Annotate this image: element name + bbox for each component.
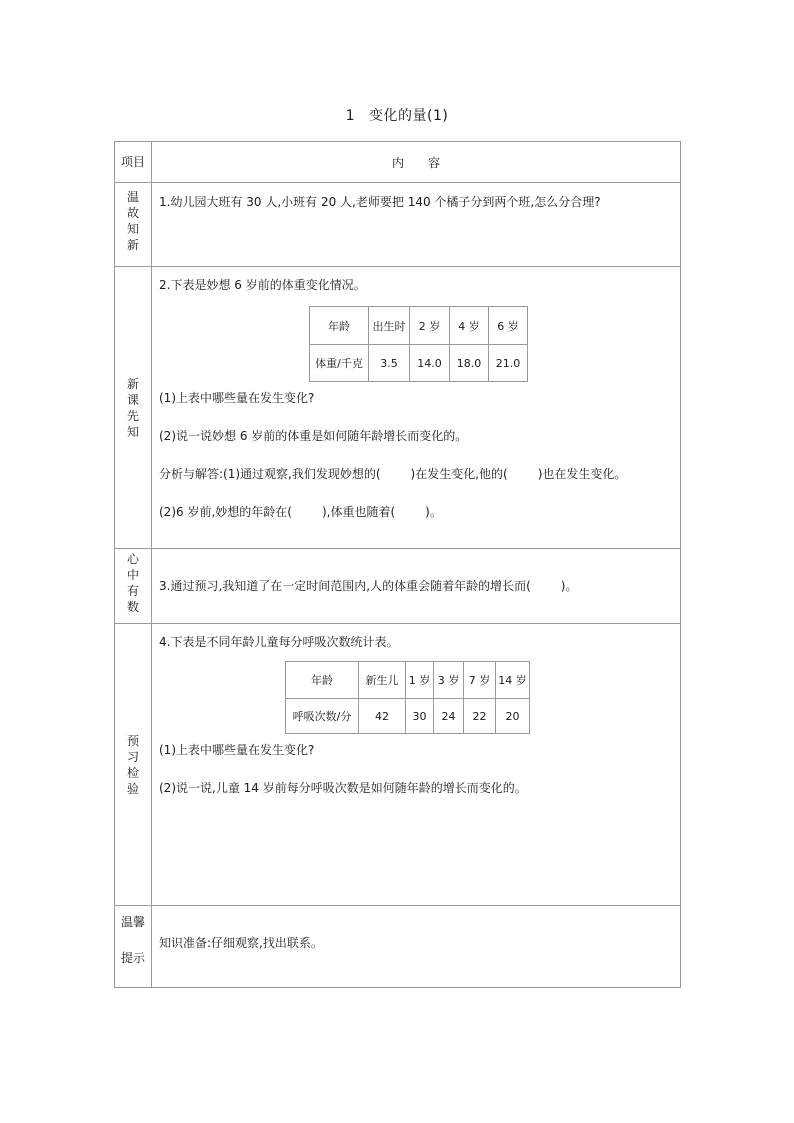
question-1: 1.幼儿园大班有 30 人,小班有 20 人,老师要把 140 个橘子分到两个班,怎么分合理? — [159, 195, 601, 209]
text-fragment: 分析与解答:(1)通过观察,我们发现妙想的( — [159, 467, 381, 481]
label-char: 中 — [126, 568, 139, 582]
cell: 4 岁 — [450, 307, 489, 345]
text-fragment: ),体重也随着( — [321, 505, 396, 519]
text-fragment: 3.通过预习,我知道了在一定时间范围内,人的体重会随着年龄的增长而( — [159, 579, 531, 593]
cell: 6 岁 — [489, 307, 528, 345]
cell: 18.0 — [450, 345, 489, 382]
cell: 新生儿 — [359, 662, 406, 699]
label-word: 温馨 — [120, 915, 145, 929]
tip-label — [115, 906, 152, 988]
tip-content — [152, 906, 681, 988]
label-char: 课 — [126, 392, 139, 407]
label-char: 预 — [126, 733, 139, 748]
preview-content — [152, 624, 681, 906]
title-text: 变化的量(1) — [369, 108, 449, 124]
label-char: 心 — [126, 552, 139, 566]
label-char: 检 — [126, 765, 139, 780]
label-char: 故 — [126, 206, 139, 220]
text-fragment: )。 — [425, 505, 442, 519]
cell: 出生时 — [369, 307, 410, 345]
cell: 3 岁 — [434, 662, 464, 699]
mind-row — [115, 549, 681, 624]
label-char: 新 — [126, 238, 139, 252]
header-item: 项目 — [115, 142, 152, 183]
cell: 22 — [464, 699, 496, 734]
page-title — [0, 105, 794, 125]
title-number: 1 — [345, 108, 356, 124]
cell: 1 岁 — [406, 662, 434, 699]
cell: 3.5 — [369, 345, 410, 382]
tip-row — [115, 906, 681, 988]
cell: 呼吸次数/分 — [286, 699, 359, 734]
text-fragment: )也在发生变化。 — [537, 467, 627, 481]
label-char: 验 — [126, 781, 139, 796]
text-fragment: (2)6 岁前,妙想的年龄在( — [159, 505, 292, 519]
question-3 — [159, 577, 674, 595]
question-4-2: (2)说一说,儿童 14 岁前每分呼吸次数是如何随年龄的增长而变化的。 — [159, 781, 527, 795]
breathing-header-row — [286, 662, 530, 699]
mind-content — [152, 549, 681, 624]
label-word: 提示 — [120, 951, 145, 965]
question-4-1: (1)上表中哪些量在发生变化? — [159, 743, 315, 757]
question-2-1: (1)上表中哪些量在发生变化? — [159, 391, 315, 405]
cell: 年龄 — [310, 307, 369, 345]
analysis-2 — [159, 503, 674, 521]
label-char: 知 — [126, 222, 139, 236]
label-char: 新 — [126, 376, 139, 391]
cell: 21.0 — [489, 345, 528, 382]
tip-text: 知识准备:仔细观察,找出联系。 — [159, 936, 323, 950]
cell: 30 — [406, 699, 434, 734]
cell: 2 岁 — [410, 307, 450, 345]
header-content: 内 容 — [152, 142, 681, 183]
breathing-data-row — [286, 699, 530, 734]
text-fragment: )。 — [560, 579, 578, 593]
label-char: 知 — [126, 424, 139, 439]
breathing-table — [285, 661, 530, 734]
cell: 体重/千克 — [310, 345, 369, 382]
cell: 42 — [359, 699, 406, 734]
preview-row — [115, 624, 681, 906]
analysis-1 — [159, 465, 674, 483]
newlesson-row — [115, 267, 681, 549]
cell: 年龄 — [286, 662, 359, 699]
newlesson-label — [115, 267, 152, 549]
label-char: 先 — [126, 408, 139, 423]
cell: 24 — [434, 699, 464, 734]
newlesson-content — [152, 267, 681, 549]
question-2-intro: 2.下表是妙想 6 岁前的体重变化情况。 — [159, 278, 366, 292]
cell: 14 岁 — [496, 662, 530, 699]
weight-header-row — [310, 307, 528, 345]
question-2-2: (2)说一说妙想 6 岁前的体重是如何随年龄增长而变化的。 — [159, 429, 468, 443]
worksheet-table — [114, 141, 681, 988]
label-char: 有 — [126, 584, 139, 598]
text-fragment: )在发生变化,他的( — [410, 467, 508, 481]
label-char: 习 — [126, 749, 139, 764]
preview-label — [115, 624, 152, 906]
label-char: 温 — [126, 190, 139, 204]
review-label — [115, 183, 152, 267]
label-char: 数 — [126, 600, 139, 614]
weight-table — [309, 306, 528, 382]
mind-label — [115, 549, 152, 624]
question-4-intro: 4.下表是不同年龄儿童每分呼吸次数统计表。 — [159, 635, 399, 649]
header-row — [115, 142, 681, 183]
cell: 7 岁 — [464, 662, 496, 699]
cell: 14.0 — [410, 345, 450, 382]
review-content — [152, 183, 681, 267]
cell: 20 — [496, 699, 530, 734]
review-row — [115, 183, 681, 267]
weight-data-row — [310, 345, 528, 382]
